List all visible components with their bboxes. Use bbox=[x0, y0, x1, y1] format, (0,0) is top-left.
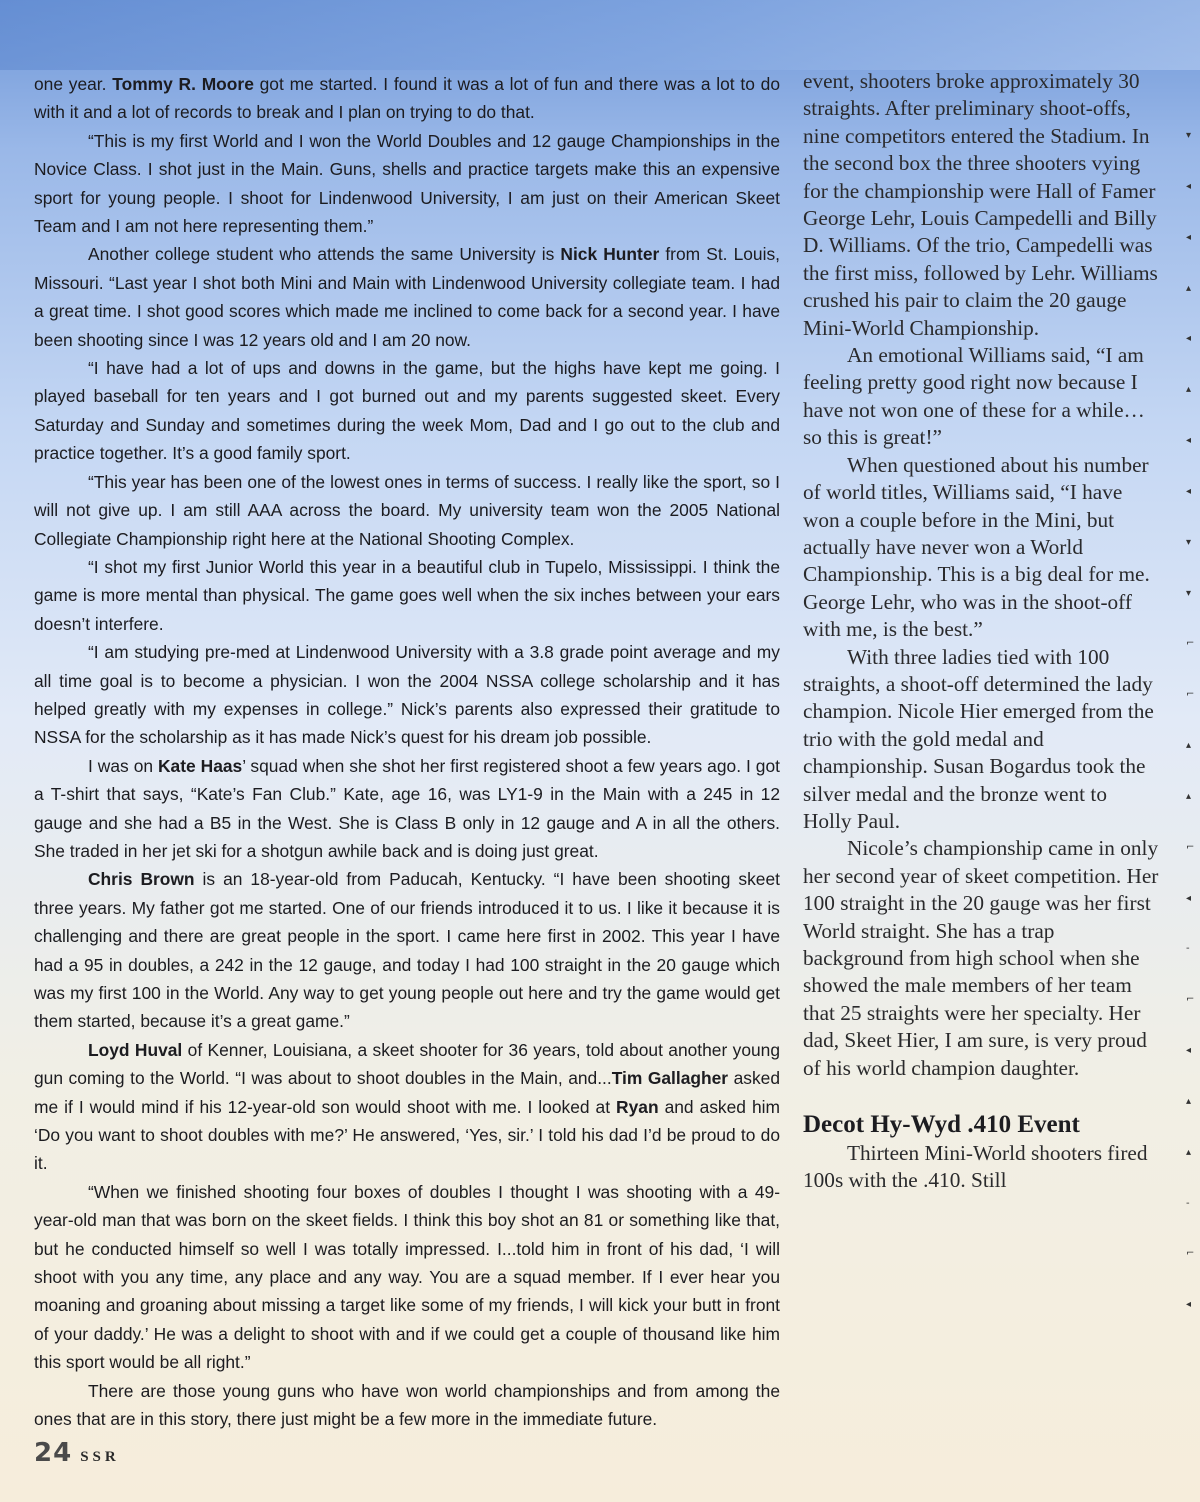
text-run: There are those young guns who have won world championships and from among the ones that are in this story, there just might be a few more in the immediate future. bbox=[34, 1380, 780, 1430]
person-name: Tim Gallagher bbox=[611, 1068, 729, 1089]
margin-mark: ◂ bbox=[1186, 486, 1192, 497]
margin-mark: ⌐ bbox=[1186, 638, 1195, 649]
margin-mark: ▴ bbox=[1186, 283, 1192, 294]
article-paragraph bbox=[34, 638, 780, 752]
page-number: 24 bbox=[34, 1438, 73, 1468]
text-run: “This is my first World and I won the World Doubles and 12 gauge Championships in the Novice Class. I shot just in the Main. Guns, shells and practice targets make this an expensive sport for young people. I shoot for Lindenwood University, I am just on their American Skeet Team and I am not here representing them.” bbox=[34, 130, 780, 237]
margin-mark: ◂ bbox=[1186, 181, 1192, 192]
margin-mark: ⌐ bbox=[1186, 689, 1195, 700]
margin-mark: ▾ bbox=[1186, 588, 1192, 599]
article-paragraph bbox=[34, 354, 780, 468]
article-paragraph: Nicole’s championship came in only her second year of skeet competition. Her 100 straight in the 20 gauge was her first World straight. She has a trap background from high school when she showed the male members of her team that 25 straights were her specialty. Her dad, Skeet Hier, I am sure, is very proud of his world champion daughter. bbox=[803, 836, 1159, 1080]
page-footer bbox=[34, 1438, 120, 1478]
text-run: Another college student who attends the same University is bbox=[88, 244, 561, 265]
text-run: I was on bbox=[88, 755, 158, 776]
article-paragraph bbox=[34, 865, 780, 1035]
margin-mark: - bbox=[1186, 1198, 1190, 1209]
article-paragraph bbox=[34, 1036, 780, 1178]
margin-tick-marks bbox=[1182, 130, 1200, 1380]
section-paragraph: Thirteen Mini-World shooters fired 100s with the .410. Still bbox=[803, 1141, 1148, 1193]
margin-mark: ▴ bbox=[1186, 1147, 1192, 1158]
text-run: and asked him ‘Do you want to shoot doubles with me?’ He answered, ‘Yes, sir.’ I told his dad I’d be proud to do it. bbox=[34, 1096, 780, 1174]
margin-mark: - bbox=[1186, 943, 1190, 954]
text-run: got me started. I found it was a lot of fun and there was a lot to do with it and a lot of records to break and I plan on trying to do that. bbox=[34, 74, 780, 123]
margin-mark: ⌐ bbox=[1186, 842, 1195, 853]
margin-mark: ▴ bbox=[1186, 740, 1192, 751]
article-paragraph bbox=[34, 127, 780, 241]
top-gradient-band bbox=[0, 0, 1200, 70]
margin-mark: ◂ bbox=[1186, 333, 1192, 344]
margin-mark: ◂ bbox=[1186, 232, 1192, 243]
text-run: “When we finished shooting four boxes of doubles I thought I was shooting with a 49-year-old man that was born on the skeet fields. I think this boy shot an 81 or something like that, but he conducted himself so well I was totally impressed. I...told him in front of his dad, ‘I will shoot with you any time, any place and any way. You are a squad member. If I ever hear you moaning and groaning about missing a target like some of my friends, I will kick your butt in front of your daddy.’ He was a delight to shoot with and if we could get a couple of thousand like him this sport would be all right.” bbox=[34, 1181, 780, 1373]
text-run: from St. Louis, Missouri. “Last year I shot both Mini and Main with Lindenwood University collegiate team. I had a great time. I shot good scores which made me inclined to come back for a second year. I have been shooting since I was 12 years old and I am 20 now. bbox=[34, 244, 780, 350]
text-run: one year. bbox=[34, 74, 113, 94]
margin-mark: ▴ bbox=[1186, 384, 1192, 395]
article-paragraph bbox=[34, 752, 780, 866]
article-paragraph bbox=[34, 553, 780, 638]
publication-abbrev: SSR bbox=[80, 1449, 120, 1465]
right-article-column bbox=[803, 68, 1159, 1428]
text-run: of Kenner, Louisiana, a skeet shooter for 36 years, told about another young gun coming to the World. “I was about to shoot doubles in the Main, and... bbox=[34, 1039, 781, 1089]
margin-mark: ◂ bbox=[1186, 435, 1192, 446]
margin-mark: ▴ bbox=[1186, 791, 1192, 802]
margin-mark: ⌐ bbox=[1186, 1248, 1195, 1259]
person-name: Tommy R. Moore bbox=[112, 74, 254, 94]
margin-mark: ▴ bbox=[1186, 1096, 1192, 1107]
margin-mark: ⌐ bbox=[1186, 994, 1195, 1005]
text-run: “This year has been one of the lowest ones in terms of success. I really like the sport, so I will not give up. I am still AAA across the board. My university team won the 2005 National Collegiate Championship right here at the National Shooting Complex. bbox=[34, 471, 780, 549]
person-name: Loyd Huval bbox=[88, 1039, 183, 1060]
article-paragraph: An emotional Williams said, “I am feeling pretty good right now because I have not won one of these for a while…so this is great!” bbox=[803, 343, 1145, 450]
article-paragraph bbox=[34, 468, 780, 553]
text-run: “I have had a lot of ups and downs in the game, but the highs have kept me going. I played baseball for ten years and I got burned out and my parents suggested skeet. Every Saturday and Sunday and sometimes during the week Mom, Dad and I go out to the club and practice together. It’s a good family sport. bbox=[34, 358, 780, 464]
text-run: “I shot my first Junior World this year in a beautiful club in Tupelo, Mississippi. I think the game is more mental than physical. The game goes well when the six inches between your ears doesn’t interfere. bbox=[34, 556, 780, 634]
article-paragraph bbox=[34, 240, 780, 354]
text-run: “I am studying pre-med at Lindenwood University with a 3.8 grade point average and my all time goal is to become a physician. I won the 2004 NSSA college scholarship and it has helped greatly with my expenses in college.” Nick’s parents also expressed their gratitude to NSSA for the scholarship as it has made Nick’s quest for his dream job possible. bbox=[34, 642, 780, 748]
article-paragraph bbox=[34, 1178, 780, 1377]
article-paragraph bbox=[34, 1377, 780, 1434]
text-run: is an 18-year-old from Paducah, Kentucky. “I have been shooting skeet three years. My father got me started. One of our friends introduced it to us. I like it because it is challenging and there are great people in the sport. I came here first in 2002. This year I have had a 95 in doubles, a 242 in the 12 gauge, and today I had 100 straight in the 20 gauge which was my first 100 in the World. Any way to get young people out here and try the game would get them started, because it’s a great game.” bbox=[34, 869, 780, 1032]
left-article-column bbox=[34, 70, 781, 1430]
article-paragraph: event, shooters broke approximately 30 straights. After preliminary shoot-offs, nine competitors entered the Stadium. In the second box the three shooters vying for the championship were Hall of Famer George Lehr, Louis Campedelli and Billy D. Williams. Of the trio, Campedelli was the first miss, followed by Lehr. Williams crushed his pair to claim the 20 gauge Mini-World Championship. bbox=[803, 69, 1158, 340]
margin-mark: ▾ bbox=[1186, 537, 1192, 548]
margin-mark: ▾ bbox=[1186, 130, 1192, 141]
margin-mark: ◂ bbox=[1186, 1045, 1192, 1056]
person-name: Nick Hunter bbox=[560, 244, 660, 265]
text-run: ’ squad when she shot her first registered shoot a few years ago. I got a T-shirt that says, “Kate’s Fan Club.” Kate, age 16, was LY1-9 in the Main with a 245 in 12 gauge and she had a B5 in the West. She is Class B only in 12 gauge and A in all the others. She traded in her jet ski for a shotgun awhile back and is doing just great. bbox=[34, 755, 780, 861]
article-paragraph: With three ladies tied with 100 straights, a shoot-off determined the lady champion. Nicole Hier emerged from the trio with the gold medal and championship. Susan Bogardus took the silver medal and the bronze went to Holly Paul. bbox=[803, 644, 1154, 833]
margin-mark: ◂ bbox=[1186, 893, 1192, 904]
person-name: Ryan bbox=[616, 1096, 659, 1117]
person-name: Chris Brown bbox=[88, 869, 195, 890]
right-column-paragraphs bbox=[803, 68, 1159, 1082]
article-paragraph: When questioned about his number of world titles, Williams said, “I have won a couple before in the Mini, but actually have never won a World Championship. This is a big deal for me. George Lehr, who was in the shoot-off with me, is the best.” bbox=[803, 452, 1150, 642]
article-paragraph bbox=[34, 70, 780, 127]
section-heading: Decot Hy-Wyd .410 Event bbox=[803, 1111, 1080, 1139]
margin-mark: ◂ bbox=[1186, 1299, 1192, 1310]
text-run: asked me if I would mind if his 12-year-old son would shoot with me. I looked at bbox=[34, 1068, 781, 1117]
person-name: Kate Haas bbox=[158, 755, 243, 776]
